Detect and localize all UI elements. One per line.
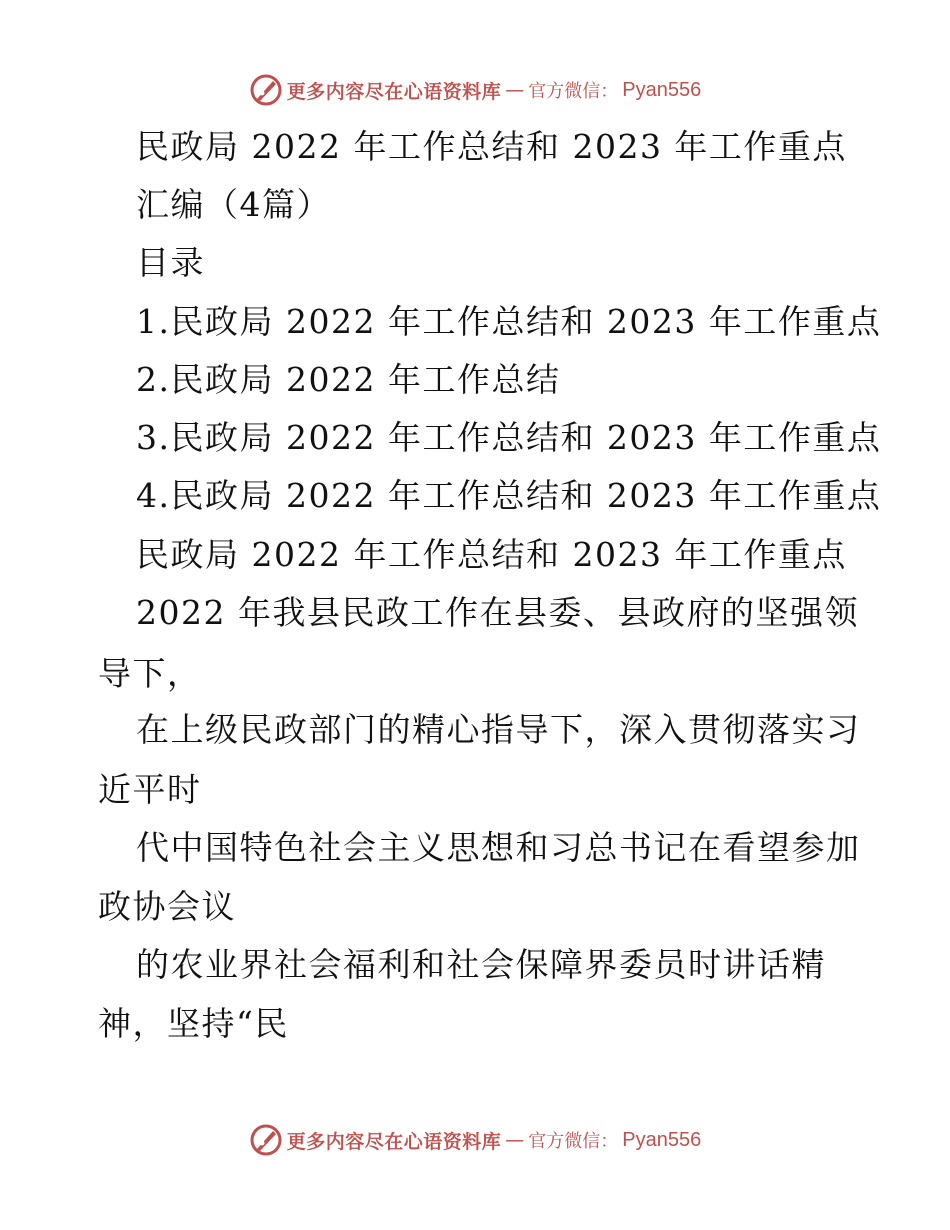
body-line-3: 在上级民政部门的精心指导下，深入贯彻落实习: [136, 710, 861, 749]
body-line-4: 近平时: [98, 770, 202, 809]
body-line-7: 的农业界社会福利和社会保障界委员时讲话精: [136, 945, 826, 984]
section-heading: 民政局 2022 年工作总结和 2023 年工作重点: [136, 535, 847, 574]
banner-brand-text: 更多内容尽在心语资料库: [286, 1130, 502, 1153]
banner-wechat-id: Pyan556: [622, 1128, 702, 1151]
document-title-line-1: 民政局 2022 年工作总结和 2023 年工作重点: [136, 127, 847, 166]
toc-item-2: 2.民政局 2022 年工作总结: [136, 360, 561, 399]
toc-item-4: 4.民政局 2022 年工作总结和 2023 年工作重点: [136, 476, 882, 515]
body-line-1: 2022 年我县民政工作在县委、县政府的坚强领: [136, 593, 859, 632]
banner-wechat-label: 官方微信：: [528, 1131, 619, 1152]
banner-wechat-id: Pyan556: [622, 78, 702, 101]
toc-item-3: 3.民政局 2022 年工作总结和 2023 年工作重点: [136, 418, 882, 457]
body-line-2: 导下，: [98, 654, 202, 693]
body-line-6: 政协会议: [98, 887, 236, 926]
body-line-8: 神，坚持“民: [98, 1004, 289, 1043]
banner-dash: —: [505, 1129, 525, 1151]
toc-item-1: 1.民政局 2022 年工作总结和 2023 年工作重点: [136, 302, 882, 341]
toc-heading: 目录: [136, 243, 205, 282]
banner-brand-text: 更多内容尽在心语资料库: [286, 80, 502, 103]
quill-logo-icon: [249, 1123, 283, 1157]
banner-wechat-label: 官方微信：: [528, 81, 619, 102]
footer-banner: [0, 1120, 950, 1160]
document-title-line-2: 汇编（4篇）: [136, 185, 331, 224]
banner-dash: —: [505, 79, 525, 101]
body-line-5: 代中国特色社会主义思想和习总书记在看望参加: [136, 828, 861, 867]
